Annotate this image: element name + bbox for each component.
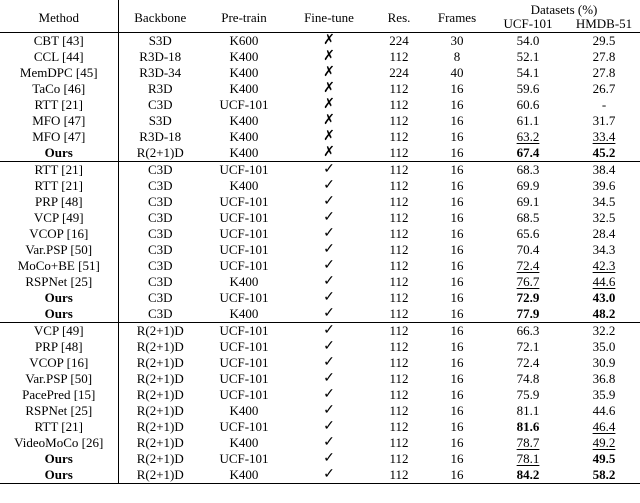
cell-finetune: ✗: [286, 33, 372, 50]
table-row: [0, 339, 640, 355]
cell-method: Ours: [0, 451, 118, 467]
cell-res: 112: [389, 306, 409, 321]
cell-ucf: 68.5: [516, 210, 540, 225]
cell-finetune: ✓: [323, 194, 335, 209]
cell-method: RTT [21]: [0, 97, 118, 113]
cell-pretrain: K400: [229, 49, 259, 64]
cell-frames: 16: [450, 178, 464, 193]
cell-finetune: ✓: [323, 419, 335, 434]
table-row: [0, 210, 640, 226]
cell-ucf: 69.1: [516, 194, 540, 209]
cell-hmdb: 34.5: [592, 194, 616, 209]
cell-frames: 30: [426, 33, 488, 50]
cell-backbone: R(2+1)D: [136, 371, 184, 386]
cell-pretrain: UCF-101: [219, 290, 269, 305]
cell-frames: 16: [450, 355, 464, 370]
cell-res: 112: [389, 242, 409, 257]
header-datasets: Datasets (%): [530, 2, 598, 17]
cell-hmdb: 49.2: [592, 435, 616, 450]
cell-res: 112: [389, 113, 409, 128]
cell-backbone: R3D-18: [139, 129, 182, 144]
cell-finetune: ✓: [286, 467, 372, 484]
cell-res: 112: [389, 403, 409, 418]
table-header: [0, 0, 640, 33]
cell-pretrain: K400: [229, 435, 259, 450]
cell-method: MFO [47]: [0, 113, 118, 129]
cell-hmdb: 33.4: [592, 129, 616, 144]
cell-finetune: ✓: [286, 323, 372, 340]
cell-backbone: C3D: [147, 97, 173, 112]
cell-frames: 16: [450, 210, 464, 225]
cell-finetune: ✗: [323, 97, 335, 112]
cell-res: 112: [389, 258, 409, 273]
table-row: [0, 435, 640, 451]
cell-frames: 16: [450, 226, 464, 241]
cell-pretrain: UCF-101: [219, 419, 269, 434]
table-row: [0, 129, 640, 145]
cell-method: PRP [48]: [0, 194, 118, 210]
cell-pretrain: K400: [229, 145, 259, 160]
table-row: [0, 33, 640, 50]
cell-hmdb: 48.2: [592, 306, 616, 321]
cell-finetune: ✗: [323, 65, 335, 80]
cell-finetune: ✗: [323, 49, 335, 64]
cell-ucf: 52.1: [516, 49, 540, 64]
cell-hmdb: 35.0: [592, 339, 616, 354]
table-row: [0, 258, 640, 274]
cell-frames: 16: [450, 194, 464, 209]
cell-backbone: C3D: [147, 258, 173, 273]
cell-pretrain: UCF-101: [219, 258, 269, 273]
cell-frames: 16: [450, 290, 464, 305]
cell-method: Ours: [0, 306, 118, 323]
cell-res: 112: [389, 210, 409, 225]
cell-hmdb: 27.8: [592, 49, 616, 64]
cell-finetune: ✗: [323, 113, 335, 128]
cell-res: 112: [372, 467, 426, 484]
cell-frames: 16: [450, 419, 464, 434]
cell-frames: 16: [450, 339, 464, 354]
cell-res: 112: [389, 226, 409, 241]
cell-finetune: ✓: [323, 290, 335, 305]
cell-ucf: 81.1: [516, 403, 540, 418]
table-body: [0, 33, 640, 484]
table-row: [0, 371, 640, 387]
cell-finetune: ✓: [323, 178, 335, 193]
table-row: [0, 113, 640, 129]
table-row: [0, 81, 640, 97]
cell-method: PRP [48]: [0, 339, 118, 355]
cell-pretrain: UCF-101: [219, 387, 269, 402]
cell-hmdb: 32.5: [592, 210, 616, 225]
header-hmdb: HMDB-51: [568, 17, 640, 33]
cell-method: Ours: [0, 290, 118, 306]
cell-method: CBT [43]: [0, 33, 118, 50]
cell-res: 112: [389, 387, 409, 402]
cell-pretrain: K400: [202, 467, 286, 484]
cell-backbone: C3D: [118, 162, 202, 179]
cell-backbone: C3D: [147, 194, 173, 209]
table-row: [0, 242, 640, 258]
cell-backbone: C3D: [147, 210, 173, 225]
cell-backbone: C3D: [147, 226, 173, 241]
cell-hmdb: 35.9: [592, 387, 616, 402]
cell-hmdb: 26.7: [592, 81, 616, 96]
cell-ucf: 66.3: [488, 323, 568, 340]
cell-pretrain: UCF-101: [219, 355, 269, 370]
cell-pretrain: K400: [229, 178, 259, 193]
header-frames: Frames: [437, 9, 477, 25]
cell-hmdb: 44.6: [592, 403, 616, 418]
cell-frames: 16: [426, 323, 488, 340]
cell-res: 112: [389, 371, 409, 386]
cell-res: 224: [372, 33, 426, 50]
cell-res: 112: [389, 274, 409, 289]
cell-frames: 16: [450, 145, 464, 160]
cell-backbone: C3D: [147, 274, 173, 289]
cell-ucf: 54.0: [488, 33, 568, 50]
cell-res: 112: [389, 419, 409, 434]
table-row: [0, 97, 640, 113]
cell-hmdb: 44.6: [592, 274, 616, 289]
cell-frames: 16: [450, 97, 464, 112]
cell-res: 112: [389, 339, 409, 354]
cell-ucf: 77.9: [516, 306, 540, 321]
cell-frames: 16: [426, 467, 488, 484]
cell-hmdb: 42.3: [592, 258, 616, 273]
table-row: [0, 290, 640, 306]
cell-pretrain: UCF-101: [219, 226, 269, 241]
header-backbone: Backbone: [134, 9, 187, 25]
cell-backbone: R3D: [147, 81, 173, 96]
cell-frames: 16: [450, 403, 464, 418]
cell-frames: 16: [450, 258, 464, 273]
table-row: [0, 403, 640, 419]
cell-pretrain: UCF-101: [202, 162, 286, 179]
cell-method: MoCo+BE [51]: [0, 258, 118, 274]
cell-hmdb: 31.7: [592, 113, 616, 128]
cell-ucf: 63.2: [516, 129, 540, 144]
cell-backbone: R(2+1)D: [118, 323, 202, 340]
table-row: [0, 387, 640, 403]
cell-pretrain: K400: [229, 113, 259, 128]
cell-pretrain: K400: [229, 129, 259, 144]
cell-pretrain: UCF-101: [219, 97, 269, 112]
cell-hmdb: 32.2: [568, 323, 640, 340]
cell-pretrain: K400: [229, 65, 259, 80]
table-row: [0, 467, 640, 484]
header-method: Method: [0, 0, 118, 33]
cell-finetune: ✗: [323, 81, 335, 96]
cell-ucf: 70.4: [516, 242, 540, 257]
table-row: [0, 226, 640, 242]
cell-ucf: 72.1: [516, 339, 540, 354]
cell-frames: 16: [450, 387, 464, 402]
cell-backbone: R(2+1)D: [136, 403, 184, 418]
cell-finetune: ✗: [323, 145, 335, 160]
cell-frames: 16: [450, 129, 464, 144]
cell-ucf: 74.8: [516, 371, 540, 386]
cell-ucf: 72.4: [516, 355, 540, 370]
cell-method: TaCo [46]: [0, 81, 118, 97]
cell-backbone: R(2+1)D: [136, 435, 184, 450]
cell-finetune: ✓: [323, 387, 335, 402]
header-ucf: UCF-101: [488, 17, 568, 33]
cell-pretrain: K400: [229, 403, 259, 418]
table-row: [0, 65, 640, 81]
cell-hmdb: 49.5: [592, 451, 616, 466]
cell-ucf: 68.3: [488, 162, 568, 179]
table-row: [0, 306, 640, 323]
cell-frames: 16: [450, 435, 464, 450]
cell-method: RTT [21]: [0, 419, 118, 435]
cell-ucf: 60.6: [516, 97, 540, 112]
cell-method: VCOP [16]: [0, 226, 118, 242]
cell-finetune: ✓: [323, 339, 335, 354]
cell-backbone: C3D: [147, 178, 173, 193]
cell-finetune: ✓: [323, 242, 335, 257]
cell-method: VCOP [16]: [0, 355, 118, 371]
cell-method: VCP [49]: [0, 323, 118, 340]
cell-frames: 16: [450, 371, 464, 386]
cell-finetune: ✓: [323, 258, 335, 273]
cell-res: 112: [389, 49, 409, 64]
cell-frames: 16: [450, 113, 464, 128]
cell-ucf: 69.9: [516, 178, 540, 193]
cell-ucf: 65.6: [516, 226, 540, 241]
cell-res: 112: [372, 323, 426, 340]
cell-ucf: 54.1: [516, 65, 540, 80]
cell-backbone: C3D: [147, 242, 173, 257]
cell-res: 112: [389, 145, 409, 160]
cell-res: 112: [389, 129, 409, 144]
cell-pretrain: UCF-101: [219, 194, 269, 209]
table-row: [0, 274, 640, 290]
cell-backbone: R(2+1)D: [136, 355, 184, 370]
cell-hmdb: 38.4: [568, 162, 640, 179]
cell-ucf: 72.9: [516, 290, 540, 305]
cell-hmdb: 36.8: [592, 371, 616, 386]
cell-ucf: 61.1: [516, 113, 540, 128]
cell-finetune: ✓: [323, 274, 335, 289]
cell-res: 112: [389, 81, 409, 96]
cell-res: 112: [389, 435, 409, 450]
cell-frames: 16: [450, 451, 464, 466]
cell-frames: 8: [453, 49, 461, 64]
cell-res: 112: [389, 355, 409, 370]
cell-backbone: S3D: [118, 33, 202, 50]
cell-res: 112: [389, 97, 409, 112]
cell-ucf: 81.6: [516, 419, 540, 434]
cell-res: 112: [389, 451, 409, 466]
cell-ucf: 84.2: [488, 467, 568, 484]
cell-pretrain: UCF-101: [202, 323, 286, 340]
cell-finetune: ✓: [323, 435, 335, 450]
cell-hmdb: 30.9: [592, 355, 616, 370]
cell-finetune: ✓: [323, 226, 335, 241]
cell-method: VideoMoCo [26]: [0, 435, 118, 451]
cell-finetune: ✓: [323, 371, 335, 386]
cell-backbone: R(2+1)D: [136, 387, 184, 402]
cell-hmdb: -: [601, 97, 607, 112]
cell-finetune: ✓: [323, 403, 335, 418]
cell-frames: 16: [450, 242, 464, 257]
cell-method: Var.PSP [50]: [0, 242, 118, 258]
cell-pretrain: K400: [229, 81, 259, 96]
cell-pretrain: K400: [229, 274, 259, 289]
header-res: Res.: [387, 9, 411, 25]
cell-frames: 16: [450, 274, 464, 289]
cell-method: PacePred [15]: [0, 387, 118, 403]
table-row: [0, 49, 640, 65]
cell-method: Var.PSP [50]: [0, 371, 118, 387]
cell-pretrain: UCF-101: [219, 371, 269, 386]
table-row: [0, 355, 640, 371]
cell-res: 112: [389, 290, 409, 305]
cell-backbone: R(2+1)D: [118, 467, 202, 484]
cell-hmdb: 34.3: [592, 242, 616, 257]
header-finetune: Fine-tune: [304, 9, 354, 25]
cell-finetune: ✓: [323, 355, 335, 370]
cell-finetune: ✓: [323, 210, 335, 225]
cell-backbone: C3D: [147, 306, 173, 321]
table-row: [0, 162, 640, 179]
cell-pretrain: UCF-101: [219, 242, 269, 257]
table-row: [0, 451, 640, 467]
cell-finetune: ✓: [323, 306, 335, 321]
cell-backbone: R3D-18: [139, 49, 182, 64]
cell-hmdb: 29.5: [568, 33, 640, 50]
cell-backbone: R3D-34: [139, 65, 182, 80]
cell-finetune: ✓: [286, 162, 372, 179]
cell-res: 112: [389, 194, 409, 209]
cell-method: RTT [21]: [0, 178, 118, 194]
cell-method: CCL [44]: [0, 49, 118, 65]
table-row: [0, 323, 640, 340]
cell-res: 112: [389, 178, 409, 193]
cell-res: 112: [372, 162, 426, 179]
cell-pretrain: UCF-101: [219, 339, 269, 354]
cell-hmdb: 58.2: [568, 467, 640, 484]
cell-pretrain: K400: [229, 306, 259, 321]
cell-ucf: 59.6: [516, 81, 540, 96]
cell-method: RTT [21]: [0, 162, 118, 179]
cell-hmdb: 45.2: [592, 145, 616, 160]
cell-method: VCP [49]: [0, 210, 118, 226]
cell-backbone: R(2+1)D: [136, 339, 184, 354]
cell-ucf: 78.1: [516, 451, 540, 466]
cell-hmdb: 27.8: [592, 65, 616, 80]
cell-frames: 16: [426, 162, 488, 179]
cell-hmdb: 46.4: [592, 419, 616, 434]
cell-method: Ours: [0, 145, 118, 162]
cell-backbone: R(2+1)D: [136, 145, 184, 160]
cell-ucf: 72.4: [516, 258, 540, 273]
cell-backbone: S3D: [148, 113, 172, 128]
cell-pretrain: UCF-101: [219, 451, 269, 466]
cell-ucf: 75.9: [516, 387, 540, 402]
cell-ucf: 78.7: [516, 435, 540, 450]
cell-pretrain: K600: [202, 33, 286, 50]
cell-ucf: 67.4: [516, 145, 540, 160]
cell-finetune: ✗: [323, 129, 335, 144]
header-pretrain: Pre-train: [221, 9, 267, 25]
cell-frames: 40: [450, 65, 464, 80]
cell-method: MFO [47]: [0, 129, 118, 145]
cell-frames: 16: [450, 306, 464, 321]
table-row: [0, 194, 640, 210]
cell-res: 224: [389, 65, 409, 80]
cell-frames: 16: [450, 81, 464, 96]
table-row: [0, 145, 640, 162]
cell-pretrain: UCF-101: [219, 210, 269, 225]
cell-hmdb: 43.0: [592, 290, 616, 305]
cell-backbone: C3D: [147, 290, 173, 305]
cell-hmdb: 39.6: [592, 178, 616, 193]
cell-backbone: R(2+1)D: [136, 451, 184, 466]
cell-finetune: ✓: [323, 451, 335, 466]
cell-method: RSPNet [25]: [0, 274, 118, 290]
cell-backbone: R(2+1)D: [136, 419, 184, 434]
cell-method: RSPNet [25]: [0, 403, 118, 419]
table-row: [0, 178, 640, 194]
cell-ucf: 76.7: [516, 274, 540, 289]
cell-method: MemDPC [45]: [0, 65, 118, 81]
cell-method: Ours: [0, 467, 118, 484]
table-row: [0, 419, 640, 435]
cell-hmdb: 28.4: [592, 226, 616, 241]
